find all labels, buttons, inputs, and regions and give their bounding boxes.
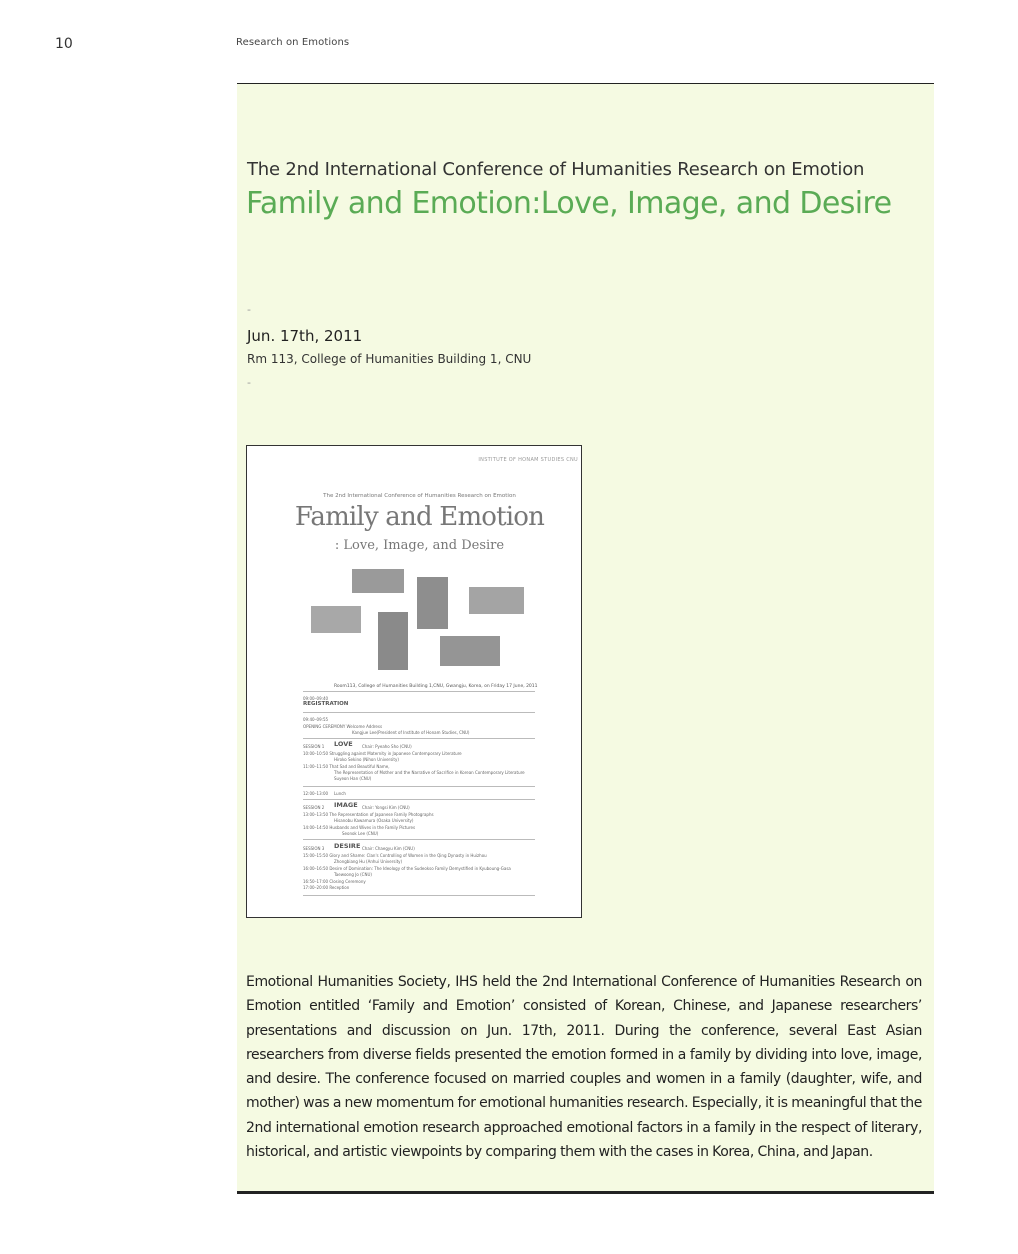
poster-institute: INSTITUTE OF HONAM STUDIES CNU (478, 457, 578, 463)
running-head: Research on Emotions (236, 37, 350, 48)
poster-subtitle: : Love, Image, and Desire (334, 538, 505, 553)
event-date: Jun. 17th, 2011 (247, 327, 363, 345)
poster-speaker: Taewoong Jo (CNU) (334, 872, 372, 877)
poster-rule (303, 691, 535, 692)
poster-talk: 15:00–15:50 Glory and Shame: Clan's Controlling of Women in the Qing Dynasty in Huizhou (303, 853, 487, 858)
poster-rule (303, 786, 535, 787)
poster-rule (303, 712, 535, 713)
poster-speaker: Zhongbiang Hu (Anhui University) (334, 859, 403, 864)
poster-opening: OPENING CEREMONY Welcome Address (303, 724, 383, 729)
poster-talk: 10:00–10:50 Struggling against Maternity in Japanese Contemporary Literature (303, 751, 462, 756)
poster-registration: REGISTRATION (303, 701, 349, 707)
poster-talk: 14:00–14:50 Husbands and Wives in the Family Pictures (303, 825, 416, 830)
poster-rule (303, 839, 535, 840)
poster-session-label: SESSION 2 (303, 805, 325, 810)
poster-session-label: SESSION 1 (303, 744, 325, 749)
poster-session-image: IMAGE (334, 801, 358, 809)
poster-venue: Room113, College of Humanities Building 1,CNU, Gwangju, Korea, on Friday 17 June, 2011 (334, 684, 538, 689)
family-photo (378, 612, 408, 670)
poster-reception: 17:00–20:00 Reception (303, 885, 350, 890)
poster-opening-detail: Kangjue Lee(President of Institute of Honam Studies, CNU) (352, 730, 470, 735)
poster-speaker: Seonok Lee (CNU) (342, 831, 379, 836)
poster-session-love: LOVE (334, 740, 353, 748)
event-venue: Rm 113, College of Humanities Building 1, CNU (247, 352, 532, 366)
poster-session-label: SESSION 3 (303, 846, 325, 851)
poster-time: 12:00–13:00 (303, 791, 329, 796)
poster-rule (303, 738, 535, 739)
poster-rule (303, 895, 535, 896)
poster-session-desire: DESIRE (334, 842, 361, 850)
family-photo (417, 577, 448, 629)
article-body: Emotional Humanities Society, IHS held the 2nd International Conference of Humanities Research on Emotion entitled ‘Family and Emotion’ consisted of Korean, Chinese, and Japanese researchers’ presentations and discussion on Jun. 17th, 2011. During the conference, several East Asian researchers from diverse fields presented the emotion formed in a family by dividing into love, image, and desire. The conference focused on married couples and women in a family (daughter, wife, and mother) was a new momentum for emotional humanities research. Especially, it is meaningful that the 2nd international emotion research approached emotional factors in a family in the respect of literary, historical, and artistic viewpoints by comparing them with the cases in Korea, China, and Japan. (246, 974, 922, 1161)
poster-chair: Chair: Chaegyu Kim (CNU) (362, 846, 415, 851)
poster-talk-title: The Representation of Mother and the Narrative of Sacrifice in Korean Contemporary Literature (334, 770, 525, 775)
poster-chair: Chair: Pyeaho Sho (CNU) (362, 744, 412, 749)
family-photo (352, 569, 404, 593)
poster-lunch: Lunch (334, 791, 346, 796)
page-number: 10 (55, 36, 73, 52)
separator-dash: - (247, 376, 251, 389)
poster-talk: 16:00–16:50 Desire of Domination: The Ideology of the Sudeokso Family Demystified in Kyuboung-Gasa (303, 866, 511, 871)
poster-kicker: The 2nd International Conference of Humanities Research on Emotion (323, 493, 516, 499)
poster-closing: 16:50–17:00 Closing Ceremony (303, 879, 366, 884)
poster-time: 09:00–09:40 (303, 696, 329, 701)
poster-speaker: Suyeon Han (CNU) (334, 776, 372, 781)
poster-speaker: Hiroko Sekino (Nihon University) (334, 757, 399, 762)
separator-dash: - (247, 303, 251, 316)
poster-rule (303, 799, 535, 800)
conference-poster (246, 445, 582, 918)
family-photo (440, 636, 500, 666)
poster-title: Family and Emotion (294, 502, 545, 532)
poster-time: 09:40–09:55 (303, 717, 329, 722)
family-photo (311, 606, 361, 633)
poster-talk: 11:00–11:50 That Sad and Beautiful Name, (303, 764, 390, 769)
poster-chair: Chair: Yongsi Kim (CNU) (362, 805, 410, 810)
poster-speaker: Hisanobu Kawamura (Osaka University) (334, 818, 414, 823)
bottom-rule (237, 1191, 934, 1194)
conference-title: Family and Emotion:Love, Image, and Desire (246, 186, 892, 221)
conference-subtitle: The 2nd International Conference of Humanities Research on Emotion (247, 159, 865, 180)
family-photo (469, 587, 524, 614)
poster-talk: 13:00–13:50 The Representation of Japanese Family Photographs (303, 812, 434, 817)
